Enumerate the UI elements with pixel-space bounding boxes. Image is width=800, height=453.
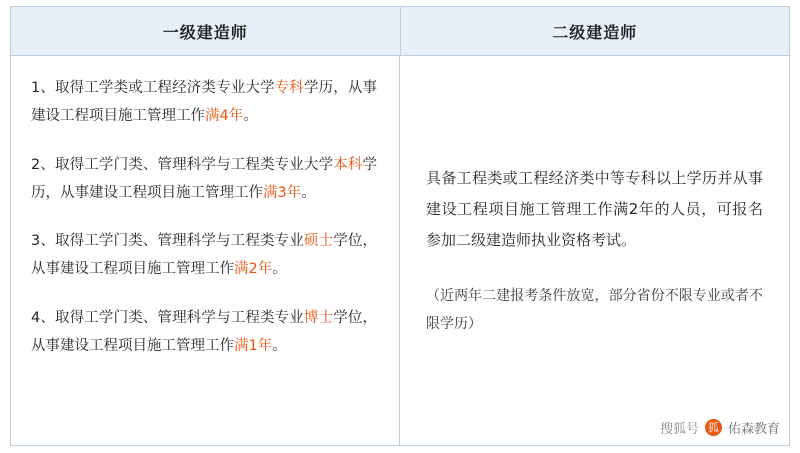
watermark-brand-label: 佑森教育	[727, 422, 780, 437]
highlighted-text: 满2年	[234, 261, 273, 278]
level-two-note-text: （近两年二建报考条件放宽，部分省份不限专业或者不限学历）	[426, 287, 763, 332]
plain-text: 2、取得工学门类、管理科学与工程类专业大学	[31, 156, 334, 173]
highlighted-text: 本科	[333, 156, 363, 173]
watermark-source-label: 搜狐号	[659, 422, 699, 437]
level-two-requirements-cell	[400, 56, 789, 445]
highlighted-text: 硕士	[303, 233, 334, 250]
requirement-item-2	[31, 151, 377, 208]
plain-text: 学历，从事建设工程项目施工管理工作	[31, 80, 378, 125]
highlighted-text: 满4年	[205, 108, 244, 125]
requirement-item-1	[31, 74, 377, 131]
table-header-row	[11, 7, 789, 56]
highlighted-text: 专科	[274, 80, 304, 96]
requirements-table	[10, 6, 790, 446]
level-one-requirements-cell	[11, 56, 400, 445]
plain-text: 3、取得工学门类、管理科学与工程类专业	[31, 233, 304, 250]
plain-text: 学位，从事建设工程项目施工管理工作	[31, 233, 378, 278]
table-header-level-two: 二级建造师	[552, 22, 638, 42]
requirement-item-3	[31, 227, 377, 284]
highlighted-text: 满1年	[234, 337, 273, 354]
fox-logo-icon: 狐	[705, 419, 722, 436]
plain-text: 。	[243, 108, 258, 125]
plain-text: 。	[272, 337, 287, 354]
plain-text: 4、取得工学门类、管理科学与工程类专业	[31, 309, 304, 326]
watermark	[660, 418, 780, 437]
plain-text: 。	[272, 261, 287, 278]
plain-text: 学历，从事建设工程项目施工管理工作	[31, 156, 378, 201]
requirement-item-4	[31, 304, 377, 361]
highlighted-text: 博士	[303, 309, 334, 326]
plain-text: 。	[301, 184, 316, 201]
plain-text: 1、取得工学类或工程经济类专业大学	[31, 80, 275, 96]
table-body-row	[11, 56, 789, 445]
plain-text: 学位，从事建设工程项目施工管理工作	[31, 309, 378, 354]
table-header-level-one: 一级建造师	[11, 7, 401, 55]
highlighted-text: 满3年	[263, 184, 302, 201]
level-two-main-text: 具备工程类或工程经济类中等专科以上学历并从事建设工程项目施工管理工作满2年的人员，可报名参加二级建造师执业资格考试。	[426, 169, 763, 249]
